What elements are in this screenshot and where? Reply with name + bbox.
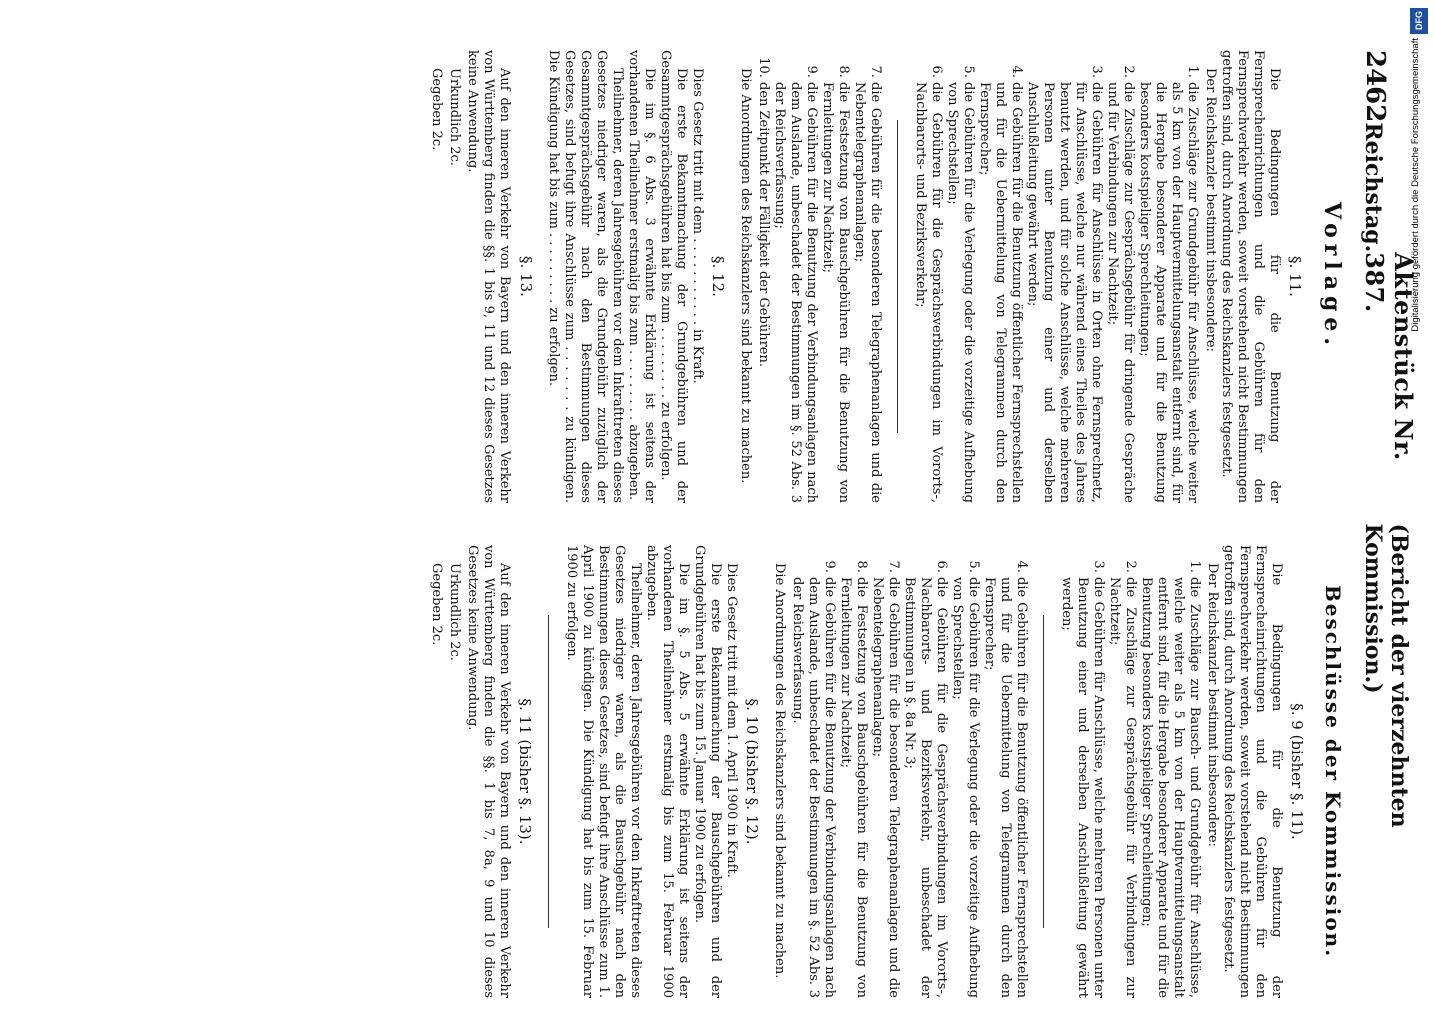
list-item: 8. die Festsetzung von Bauschgebühren für die Benutzung von Fernleitungen zur Nachtzeit; (819, 82, 851, 503)
digitization-sidebar (1410, 8, 1432, 392)
two-column-body (10, 50, 1345, 998)
enumerated-list (1058, 567, 1202, 998)
enumerated-list (912, 72, 1200, 503)
paragraph: Die erste Bekanntmachung der Bauschgebühren und der Grundgebühren hat bis zum 15. Januar 1900 zu erfolgen. (692, 545, 724, 998)
section-number: §. 12. (709, 256, 728, 297)
paragraph: Die erste Bekanntmachung der Grundgebühren und der Gesammtgesprächsgebühren hat bis zum . . . . . . . . . zu erfolgen. (657, 50, 689, 503)
section-number: §. 11. (1285, 256, 1304, 297)
right-column-beschluesse (10, 545, 1345, 998)
paragraph: Die Bedingungen für die Benutzung der Fernsprecheinrichtungen und die Gebühren für den Fernsprechverkehr werden, soweit vorstehend nicht Bestimmungen getroffen sind, durch Anordnung des Reichskanzlers festgesetzt. (1221, 545, 1284, 998)
list-item: 4. die Gebühren für die Benutzung öffentlicher Fernsprechstellen und für die Uebermittelung von Telegrammen durch den Fernsprecher; (976, 82, 1024, 503)
paragraph: Die im §. 6 Abs. 3 erwähnte Erklärung ist seitens der vorhandenen Theilnehmer erstmalig bis zum . . . . . . . . . abzugeben. (625, 50, 657, 503)
list-item: 2. die Zuschläge zur Gesprächsgebühr für dringende Gespräche und für Verbindungen zur Nachtzeit; (1104, 82, 1136, 503)
divider-rule (548, 615, 549, 928)
paragraph: Die Anordnungen des Reichskanzlers sind bekannt zu machen. (772, 563, 788, 979)
list-item: 6. die Gebühren für die Gesprächsverbindungen im Vororts-, Nachbarorts- und Bezirksverkehr; (912, 82, 944, 503)
paragraph: Dies Gesetz tritt mit dem 1. April 1900 in Kraft. (724, 563, 739, 878)
list-item: 3. die Gebühren für Anschlüsse, welche mehreren Personen unter Benutzung einer und derselben Anschlußleitung gewährt werden; (1058, 577, 1106, 998)
list-item: 8. die Festsetzung von Bauschgebühren für die Benutzung von Fernleitungen zur Nachtzeit; (837, 577, 869, 998)
right-column-heading: Beschlüsse der Kommission. (1321, 584, 1345, 959)
paragraph: Theilnehmer, deren Jahresgebühren vor dem Inkrafttreten dieses Gesetzes niedriger waren, als die Bauschgebühr nach den Bestimmungen dieses Gesetzes, sind befugt ihre Anschlüsse zum 1. April 1900 zu kündigen. Die Kündigung hat bis zum 15. Februar 1900 zu erfolgen. (564, 545, 644, 998)
section-number: §. 10 (bisher §. 12). (743, 698, 762, 845)
list-item: 7. die Gebühren für die besonderen Telegraphenanlagen und die Nebentelegraphenanlagen; (851, 82, 883, 503)
list-item: 1. die Zuschläge zur Grundgebühr für Anschlüsse, welche weiter als 5 km von der Hauptvermittelungsanstalt entfernt sind, für die Hergabe besonderer Apparate und für die Benutzung besonders kostspieliger Sprechleitungen; (1136, 82, 1200, 503)
dfg-logo: DFG (1410, 8, 1428, 34)
paragraph: Der Reichskanzler bestimmt insbesondere: (1202, 68, 1218, 352)
paragraph: Theilnehmer, deren Jahresgebühren vor dem Inkrafttreten dieses Gesetzes niedriger waren, als die Grundgebühr zuzüglich der Gesammtgesprächsgebühr nach den Bestimmungen dieses Gesetzes, sind befugt ihre Anschlüsse zum . . . . . . . zu kündigen. Die Kündigung hat bis zum . . . . . . . . . zu erfolgen. (545, 50, 625, 503)
signoff-line: Urkundlich 2c. (446, 563, 462, 661)
paragraph: Die im §. 5 Abs. 5 erwähnte Erklärung ist seitens der vorhandenen Theilnehmer erstmalig bis zum 15. Februar 1900 abzugeben. (644, 545, 692, 998)
list-item: 3. die Gebühren für Anschlüsse in Orten ohne Fernsprechnetz, für Anschlüsse, welche nur während eines Theiles des Jahres benutzt werden, und für solche Anschlüsse, welche mehreren Personen unter Benutzung einer und derselben Anschlußleitung gewährt werden; (1024, 82, 1104, 503)
list-item: 2. die Zuschläge zur Gesprächsgebühr für Verbindungen zur Nachtzeit; (1106, 577, 1138, 998)
digitization-credit: Digitalisierung gefördert durch die Deutsche Forschungsgemeinschaft (1410, 38, 1421, 332)
paragraph: Die Anordnungen des Reichskanzlers sind bekannt zu machen. (738, 68, 753, 484)
left-column-heading: Vorlage. (1319, 202, 1345, 351)
left-column-vorlage (10, 50, 1345, 503)
list-item: 4. die Gebühren für die Benutzung öffentlicher Fernsprechstellen und für die Uebermittelung von Telegrammen durch den Fernsprecher; (981, 577, 1029, 998)
section-number: §. 9 (bisher §. 11). (1288, 703, 1307, 840)
list-item: 9. die Gebühren für die Benutzung der Verbindungsanlagen nach dem Auslande, unbeschadet der Bestimmungen im §. 52 Abs. 3 der Reichsverfassung; (771, 82, 819, 503)
paragraph: Die Bedingungen für die Benutzung der Fernsprecheinrichtungen und die Gebühren für den Fernsprechverkehr werden, soweit vorstehend nicht Bestimmungen getroffen sind, durch Anordnung des Reichskanzlers festgesetzt. (1218, 50, 1282, 503)
section-number: §. 11 (bisher §. 13). (516, 698, 535, 845)
list-item: 1. die Zuschläge zur Bausch- und Grundgebühr für Anschlüsse, welche weiter als 5 km von der Hauptvermittelungsanstalt entfernt sind, für die Hergabe besonderer Apparate und für die Benutzung besonders kostspieliger Sprechleitungen; (1138, 577, 1202, 998)
section-number: §. 13. (516, 256, 535, 297)
divider-rule (1043, 615, 1044, 928)
list-item: 5. die Gebühren für die Verlegung oder die vorzeitige Aufhebung von Sprechstellen; (944, 82, 976, 503)
signoff-line: Gegeben 2c. (429, 68, 445, 151)
enumerated-list (789, 567, 1029, 998)
left-running-label: Reichstag. (1360, 122, 1386, 253)
signoff-line: Gegeben 2c. (428, 563, 444, 646)
list-item: 10. den Zeitpunkt der Fälligkeit der Gebühren. (755, 82, 771, 503)
divider-rule (897, 120, 898, 433)
list-item: 5. die Gebühren für die Verlegung oder die vorzeitige Aufhebung von Sprechstellen; (949, 577, 981, 998)
list-item: 7. die Gebühren für die besonderen Telegraphenanlagen und die Nebentelegraphenanlagen; (869, 577, 901, 998)
page-number: 2462 (1360, 50, 1390, 123)
paragraph: Auf den inneren Verkehr von Bayern und den inneren Verkehr von Württemberg finden die §§. 1 bis 7, 8a, 9 und 10 dieses Gesetzes keine Anwendung. (464, 545, 512, 998)
right-running-label: (Bericht der vierzehnten Kommission.) (1360, 523, 1412, 828)
enumerated-list (755, 72, 883, 503)
paragraph: Der Reichskanzler bestimmt insbesondere: (1205, 563, 1221, 847)
paragraph: Auf den inneren Verkehr von Bayern und den inneren Verkehr von Württemberg finden die §§. 1 bis 9, 11 und 12 dieses Gesetzes keine Anwendung. (465, 50, 513, 503)
signoff-line: Urkundlich 2c. (447, 68, 463, 166)
paragraph: Dies Gesetz tritt mit dem . . . . . . . . . . . in Kraft. (689, 68, 705, 384)
list-item: 9. die Gebühren für die Benutzung der Verbindungsanlagen nach dem Auslande, unbeschadet der Bestimmungen im §. 52 Abs. 3 der Reichsverfassung. (789, 577, 837, 998)
list-item: 6. die Gebühren für die Gesprächsverbindungen im Vororts-, Nachbarorts- und Bezirksverkehr, unbeschadet der Bestimmungen in §. 8a Nr. 3; (901, 577, 949, 998)
document-title: Aktenstück Nr. 387. (1360, 252, 1418, 461)
